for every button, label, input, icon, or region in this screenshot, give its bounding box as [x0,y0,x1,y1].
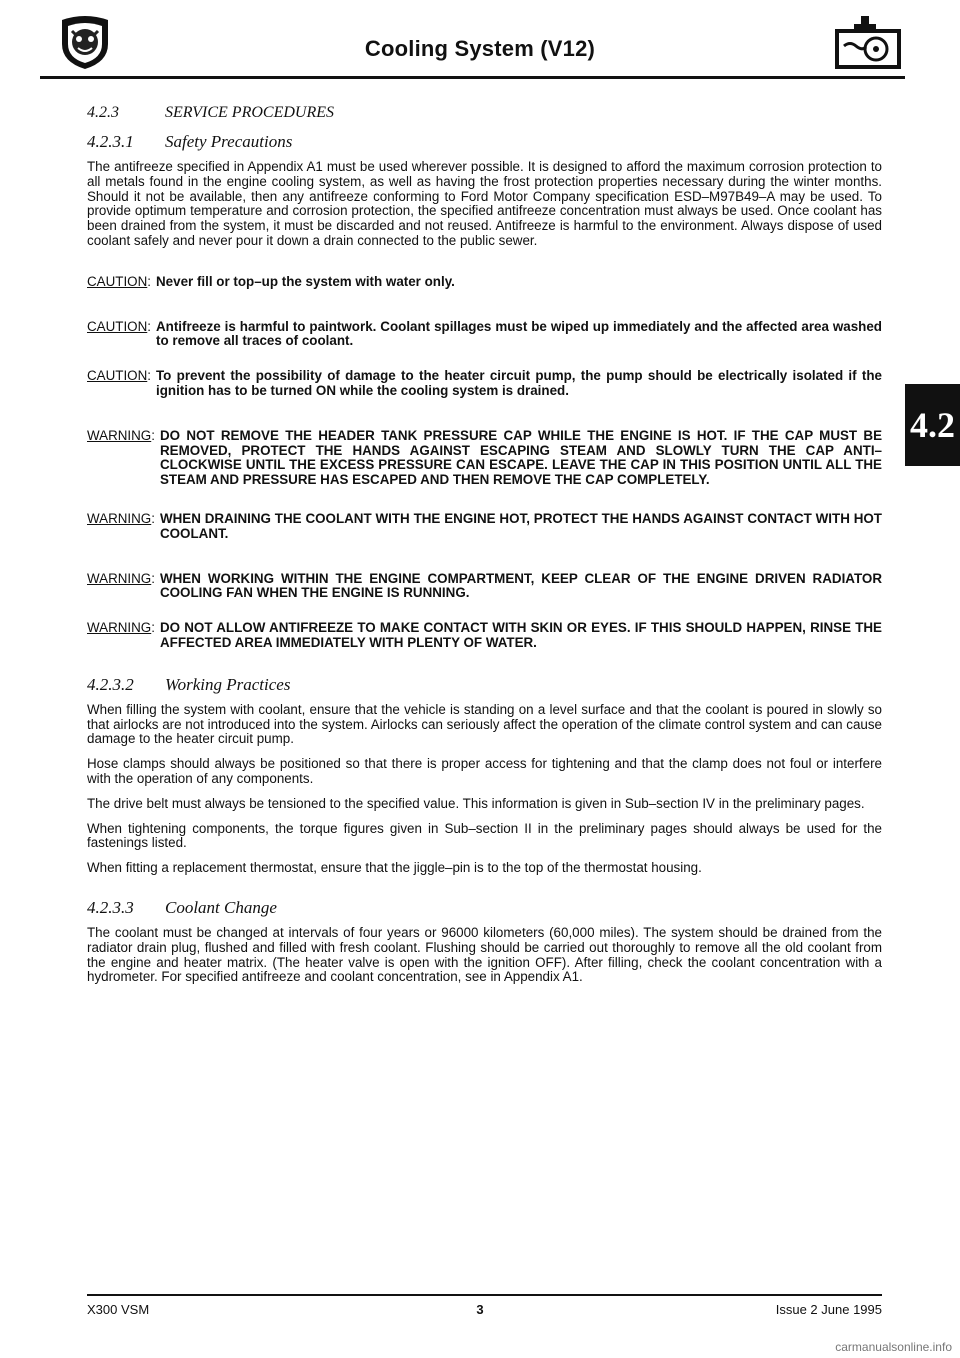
section-tab[interactable]: 4.2 [905,384,960,466]
content-area [87,104,882,995]
safety-heading [87,132,882,152]
caution-note [87,320,882,350]
coolant-paragraph: The coolant must be changed at intervals of four years or 96000 kilometers (60,000 miles). The system should be drained from the radiator drain plug, flushed and filled with fresh coolant. Flushing should be carried out thoroughly to remove all the old coolant from the engine and heater matrix. (The heater valve is open with the ignition OFF). After filling, check the coolant concentration with a hydrometer. For specified antifreeze and coolant concentration, see in Appendix A1. [87,924,882,985]
warning-text: WHEN WORKING WITHIN THE ENGINE COMPARTMENT, KEEP CLEAR OF THE ENGINE DRIVEN RADIATOR COOLING FAN WHEN THE ENGINE IS RUNNING. [159,570,882,601]
warning-text: DO NOT ALLOW ANTIFREEZE TO MAKE CONTACT WITH SKIN OR EYES. IF THIS SHOULD HAPPEN, RINSE THE AFFECTED AREA IMMEDIATELY WITH PLENTY OF WATER. [159,620,882,650]
warning-label: WARNING: [87,620,155,636]
section-title: SERVICE PROCEDURES [165,104,335,121]
coolant-heading [87,898,882,918]
working-title: Working Practices [165,674,291,694]
coolant-title: Coolant Change [165,897,277,917]
warning-note [87,621,882,651]
caution-label: CAUTION: [87,273,151,289]
page-title: Cooling System (V12) [364,36,596,61]
coolant-number: 4.2.3.3 [87,897,134,917]
section-number: 4.2.3 [87,104,119,121]
working-paragraph: When filling the system with coolant, ensure that the vehicle is standing on a level surface and that the coolant is poured in slowly so that airlocks are not introduced into the system. Airlocks can seriously affect the operation of the climate control system and can cause damage to the heater circuit pump. [87,701,882,747]
safety-number: 4.2.3.1 [87,132,134,151]
working-heading [87,675,882,695]
caution-note [87,275,882,290]
warning-note [87,572,882,602]
caution-label: CAUTION: [87,318,151,334]
working-paragraph: When fitting a replacement thermostat, ensure that the jiggle–pin is to the top of the thermostat housing. [87,860,702,876]
working-number: 4.2.3.2 [87,674,134,694]
warning-note [87,429,882,488]
watermark[interactable]: carmanualsonline.info [835,1340,952,1354]
footer-doc-id: X300 VSM [87,1302,150,1317]
warning-label: WARNING: [87,427,155,443]
safety-title: Safety Precautions [165,132,293,151]
working-paragraph: Hose clamps should always be positioned so that there is proper access for tightening and that the clamp does not foul or interfere with the operation of any components. [87,756,882,786]
caution-text: Never fill or top–up the system with water only. [156,273,455,289]
header-rule [40,76,905,79]
footer-rule [87,1294,882,1296]
warning-text: DO NOT REMOVE THE HEADER TANK PRESSURE CAP WHILE THE ENGINE IS HOT. IF THE CAP MUST BE REMOVED, PROTECT THE HANDS AGAINST ESCAPING STEAM AND SLOWLY TURN THE CAP ANTI–CLOCKWISE UNTIL THE EXCESS PRESSURE CAN ESCAPE. LEAVE THE CAP IN THIS POSITION UNTIL ALL THE STEAM AND PRESSURE HAS ESCAPED AND THEN REMOVE THE CAP COMPLETELY. [159,427,882,488]
safety-paragraph: The antifreeze specified in Appendix A1 must be used wherever possible. It is designed to afford the maximum corrosion protection to all metals found in the engine cooling system, as well as having the frost protection properties necessary during the winter months. Should it not be available, then any antifreeze conforming to Ford Motor Company specification ESD–M97B49–A may be used. To provide optimum temperature and corrosion protection, the specified antifreeze concentration must always be used. Once coolant has been drained from the system, it must be discarded and not reused. Antifreeze is harmful to the environment. Always dispose of used coolant safely and never pour it down a drain connected to the public sewer. [87,159,882,248]
caution-text: To prevent the possibility of damage to the heater circuit pump, the pump should be electrically isolated if the ignition has to be turned ON while the cooling system is drained. [156,368,882,398]
working-paragraph: When tightening components, the torque figures given in Sub–section II in the preliminary pages should always be used for the fastenings listed. [87,820,882,851]
warning-note [87,512,882,542]
working-paragraph: The drive belt must always be tensioned to the specified value. This information is given in Sub–section IV in the preliminary pages. [87,795,865,811]
page-number: 3 [476,1302,484,1317]
section-heading [87,104,882,122]
footer-issue: Issue 2 June 1995 [775,1302,882,1317]
caution-note [87,369,882,399]
warning-text: WHEN DRAINING THE COOLANT WITH THE ENGINE HOT, PROTECT THE HANDS AGAINST CONTACT WITH HOT COOLANT. [159,510,882,541]
warning-label: WARNING: [87,570,155,586]
caution-label: CAUTION: [87,368,151,384]
caution-text: Antifreeze is harmful to paintwork. Coolant spillages must be wiped up immediately and the affected area washed to remove all traces of coolant. [156,318,882,349]
warning-label: WARNING: [87,510,155,526]
thermostat-section-icon [832,14,904,72]
